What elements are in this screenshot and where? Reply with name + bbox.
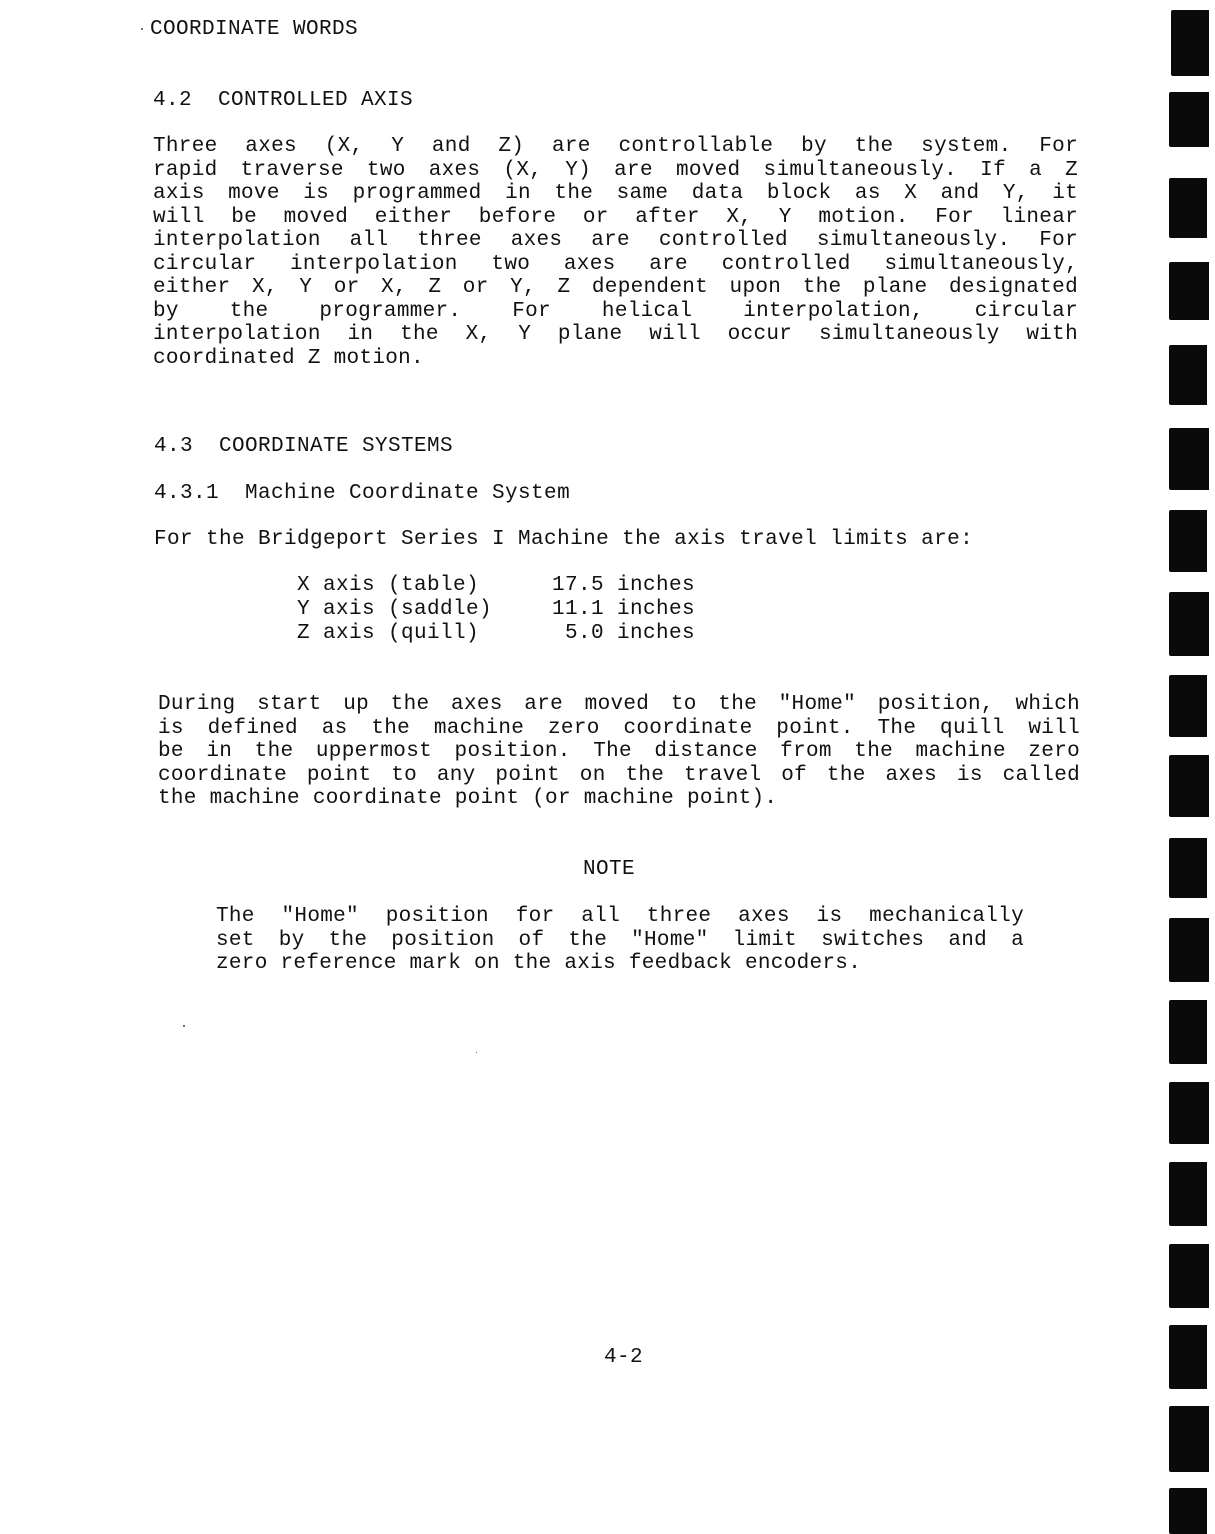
paragraph-line: will be moved either before or after X, Y motion. For linear (153, 205, 1078, 229)
paragraph-line: is defined as the machine zero coordinate point. The quill will (158, 716, 1080, 740)
binding-tab (1169, 755, 1209, 817)
section-heading-4-3: 4.3 COORDINATE SYSTEMS (154, 435, 454, 458)
scan-speck (141, 28, 143, 30)
section-heading-4-2: 4.2 CONTROLLED AXIS (153, 89, 414, 112)
paragraph-line: set by the position of the "Home" limit switches and a (216, 928, 1024, 952)
binding-tab (1169, 592, 1209, 656)
binding-tab (1169, 918, 1209, 982)
axis-travel-value: 17.5 inches (552, 574, 696, 597)
note-paragraph (216, 905, 1024, 976)
binding-tab (1169, 1082, 1209, 1144)
travel-limits-intro: For the Bridgeport Series I Machine the axis travel limits are: (154, 528, 974, 551)
paragraph-line: either X, Y or X, Z or Y, Z dependent upon the plane designated (153, 276, 1078, 299)
table-row (297, 622, 717, 646)
machine-coordinate-paragraph (158, 693, 1080, 811)
axis-name: Z axis (quill) (297, 622, 480, 645)
controlled-axis-paragraph (153, 135, 1078, 370)
paragraph-line: be in the uppermost position. The distance from the machine zero (158, 740, 1080, 763)
scan-speck (183, 1025, 185, 1027)
running-title: COORDINATE WORDS (150, 18, 359, 41)
paragraph-line: zero reference mark on the axis feedback encoders. (216, 952, 862, 975)
axis-name: Y axis (saddle) (297, 598, 493, 621)
binding-tab (1169, 428, 1209, 490)
binding-tab (1169, 1244, 1209, 1308)
paragraph-line: circular interpolation two axes are controlled simultaneously, (153, 252, 1078, 276)
binding-tab (1169, 262, 1209, 320)
paragraph-line: interpolation in the X, Y plane will occur simultaneously with (153, 323, 1078, 346)
note-title: NOTE (583, 858, 636, 881)
paragraph-line: interpolation all three axes are controlled simultaneously. For (153, 229, 1078, 252)
paragraph-line: rapid traverse two axes (X, Y) are moved simultaneously. If a Z (153, 158, 1078, 182)
table-row (297, 574, 717, 598)
binding-tab (1169, 1325, 1207, 1389)
subsection-heading-4-3-1: 4.3.1 Machine Coordinate System (154, 482, 571, 505)
binding-tab (1169, 1488, 1207, 1534)
paragraph-line: by the programmer. For helical interpolation, circular (153, 299, 1078, 323)
binding-tab (1169, 92, 1209, 147)
binding-tab (1169, 1406, 1209, 1472)
paragraph-line: axis move is programmed in the same data block as X and Y, it (153, 182, 1078, 205)
binding-tab (1169, 1000, 1207, 1064)
axis-travel-value: 11.1 inches (552, 598, 696, 621)
binding-tab (1169, 178, 1207, 238)
paragraph-line: During start up the axes are moved to the "Home" position, which (158, 693, 1080, 716)
axis-name: X axis (table) (297, 574, 480, 597)
paragraph-line: The "Home" position for all three axes is mechanically (216, 905, 1024, 928)
binding-edge (1155, 0, 1215, 1534)
table-row (297, 598, 717, 622)
travel-limits-table (297, 574, 717, 646)
binding-tab (1169, 675, 1207, 737)
scan-speck (476, 1052, 477, 1053)
binding-tab (1169, 345, 1207, 405)
paragraph-line: coordinate point to any point on the travel of the axes is called (158, 763, 1080, 787)
paragraph-line: Three axes (X, Y and Z) are controllable by the system. For (153, 135, 1078, 158)
binding-tab (1169, 510, 1207, 572)
binding-tab (1171, 10, 1209, 76)
axis-travel-value: 5.0 inches (552, 622, 696, 645)
page-number: 4-2 (604, 1346, 644, 1369)
paragraph-line: coordinated Z motion. (153, 346, 424, 370)
paragraph-line: the machine coordinate point (or machine point). (158, 787, 778, 810)
binding-tab (1169, 838, 1207, 898)
binding-tab (1169, 1162, 1207, 1226)
